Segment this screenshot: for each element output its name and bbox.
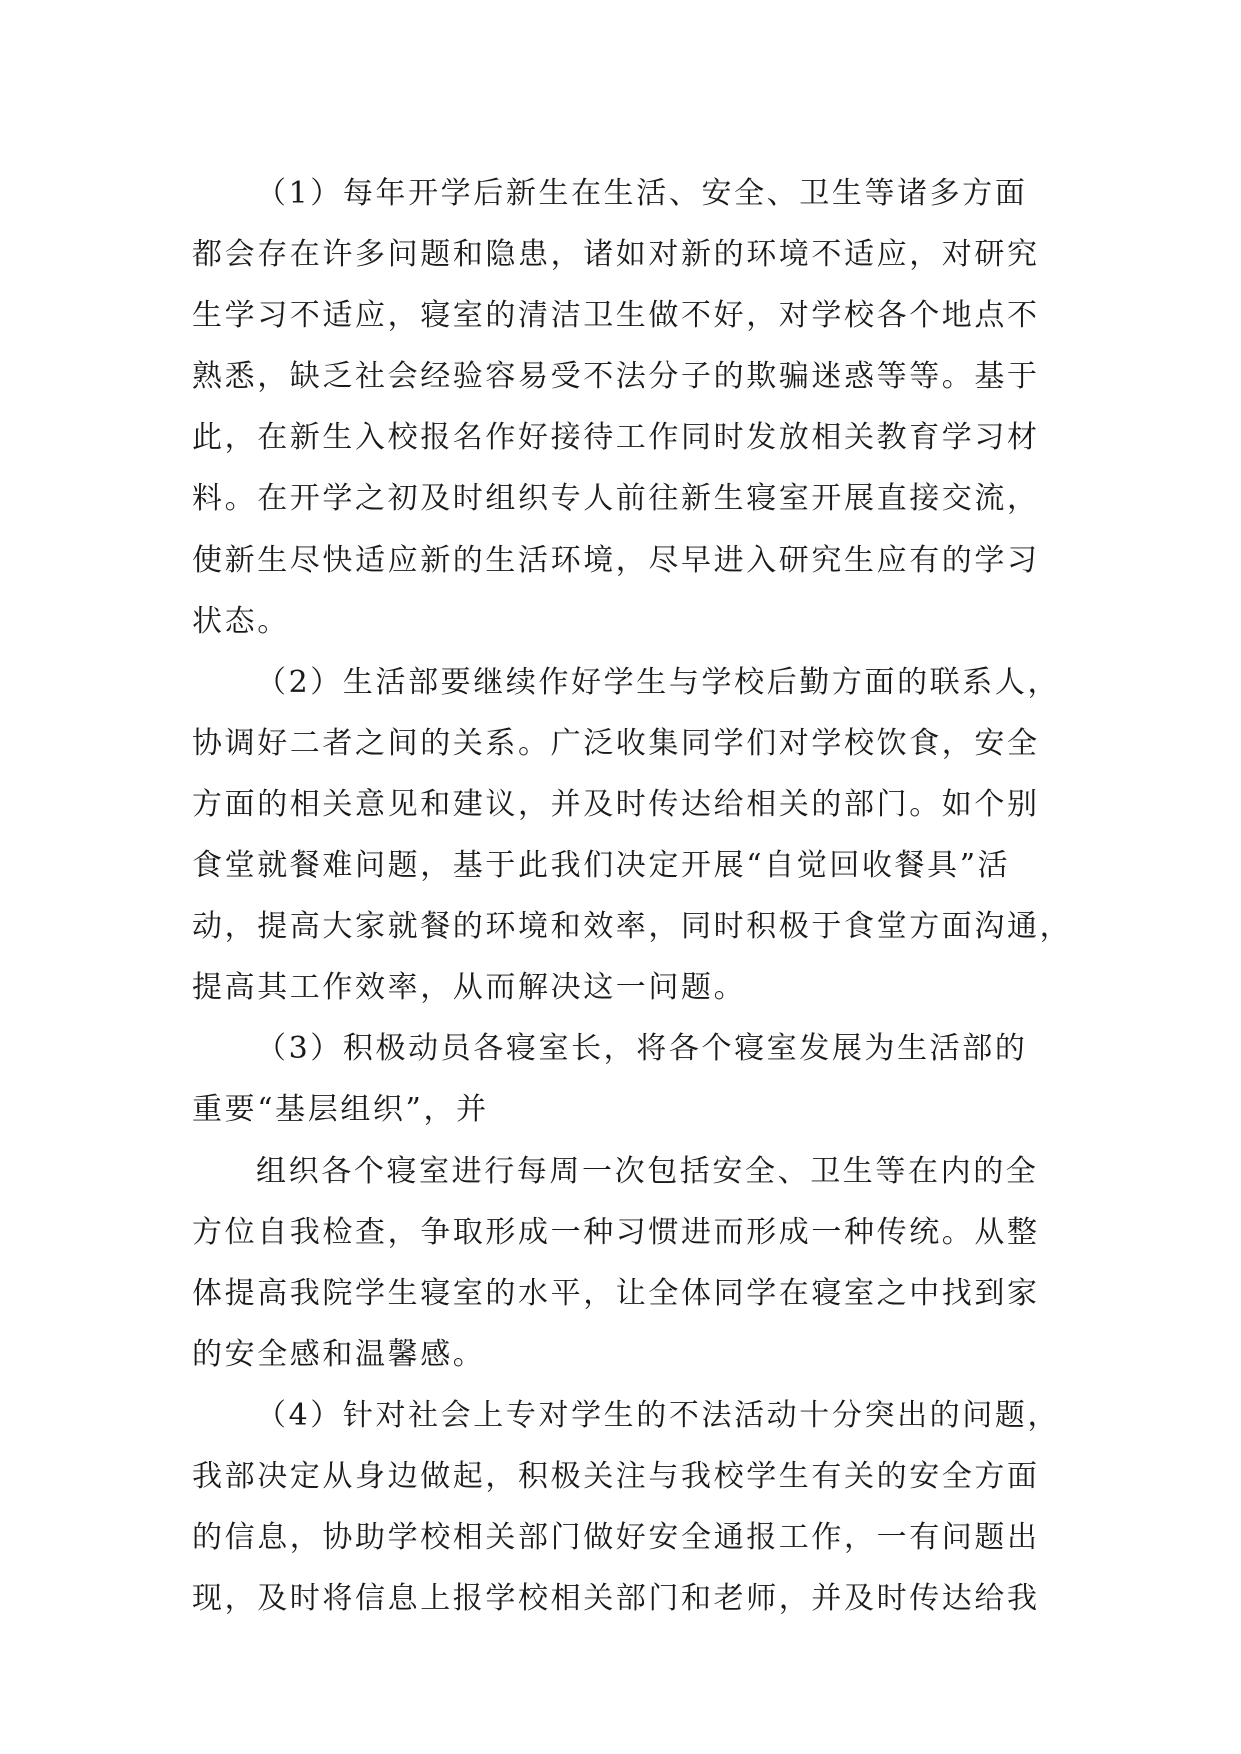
text-line: 现，及时将信息上报学校相关部门和老师，并及时传达给我 [192, 1581, 1040, 1617]
text-line: 熟悉，缺乏社会经验容易受不法分子的欺骗迷惑等等。基于 [192, 359, 1040, 395]
text-line: 的信息，协助学校相关部门做好安全通报工作，一有问题出 [192, 1520, 1040, 1556]
text-line: 状态。 [192, 603, 290, 639]
paragraph-3 [192, 1018, 1054, 1140]
text-line: 使新生尽快适应新的生活环境，尽早进入研究生应有的学习 [192, 542, 1040, 578]
paragraph-4 [192, 1141, 1054, 1385]
text-line: 都会存在许多问题和隐患，诸如对新的环境不适应，对研究 [192, 237, 1040, 273]
text-line: 体提高我院学生寝室的水平，让全体同学在寝室之中找到家 [192, 1275, 1040, 1311]
text-line: 的安全感和温馨感。 [192, 1336, 486, 1372]
text-line: 我部决定从身边做起，积极关注与我校学生有关的安全方面 [192, 1458, 1040, 1494]
text-line: 组织各个寝室进行每周一次包括安全、卫生等在内的全 [256, 1153, 1039, 1189]
text-line: 料。在开学之初及时组织专人前往新生寝室开展直接交流， [192, 481, 1040, 517]
paragraph-1 [192, 163, 1054, 652]
paragraph-5 [192, 1385, 1061, 1629]
text-line: 方面的相关意见和建议，并及时传达给相关的部门。如个别 [192, 786, 1040, 822]
text-line: （3）积极动员各寝室长，将各个寝室发展为生活部的 [256, 1031, 1028, 1067]
text-line: 协调好二者之间的关系。广泛收集同学们对学校饮食，安全 [192, 725, 1040, 761]
text-line: 提高其工作效率，从而解决这一问题。 [192, 970, 747, 1006]
paragraph-2 [192, 652, 1073, 1019]
text-line: 方位自我检查，争取形成一种习惯进而形成一种传统。从整 [192, 1214, 1040, 1250]
text-line: （4）针对社会上专对学生的不法活动十分突出的问题， [256, 1397, 1061, 1433]
text-line: 食堂就餐难问题，基于此我们决定开展“自觉回收餐具”活 [192, 848, 1011, 884]
text-line: 重要“基层组织”，并 [192, 1092, 489, 1128]
text-line: （2）生活部要继续作好学生与学校后勤方面的联系人， [256, 664, 1061, 700]
text-line: 动，提高大家就餐的环境和效率，同时积极于食堂方面沟通， [192, 909, 1073, 945]
body-text [192, 163, 1073, 1629]
text-line: （1）每年开学后新生在生活、安全、卫生等诸多方面 [256, 176, 1028, 211]
text-line: 生学习不适应，寝室的清洁卫生做不好，对学校各个地点不 [192, 298, 1040, 334]
text-line: 此，在新生入校报名作好接待工作同时发放相关教育学习材 [192, 420, 1040, 456]
